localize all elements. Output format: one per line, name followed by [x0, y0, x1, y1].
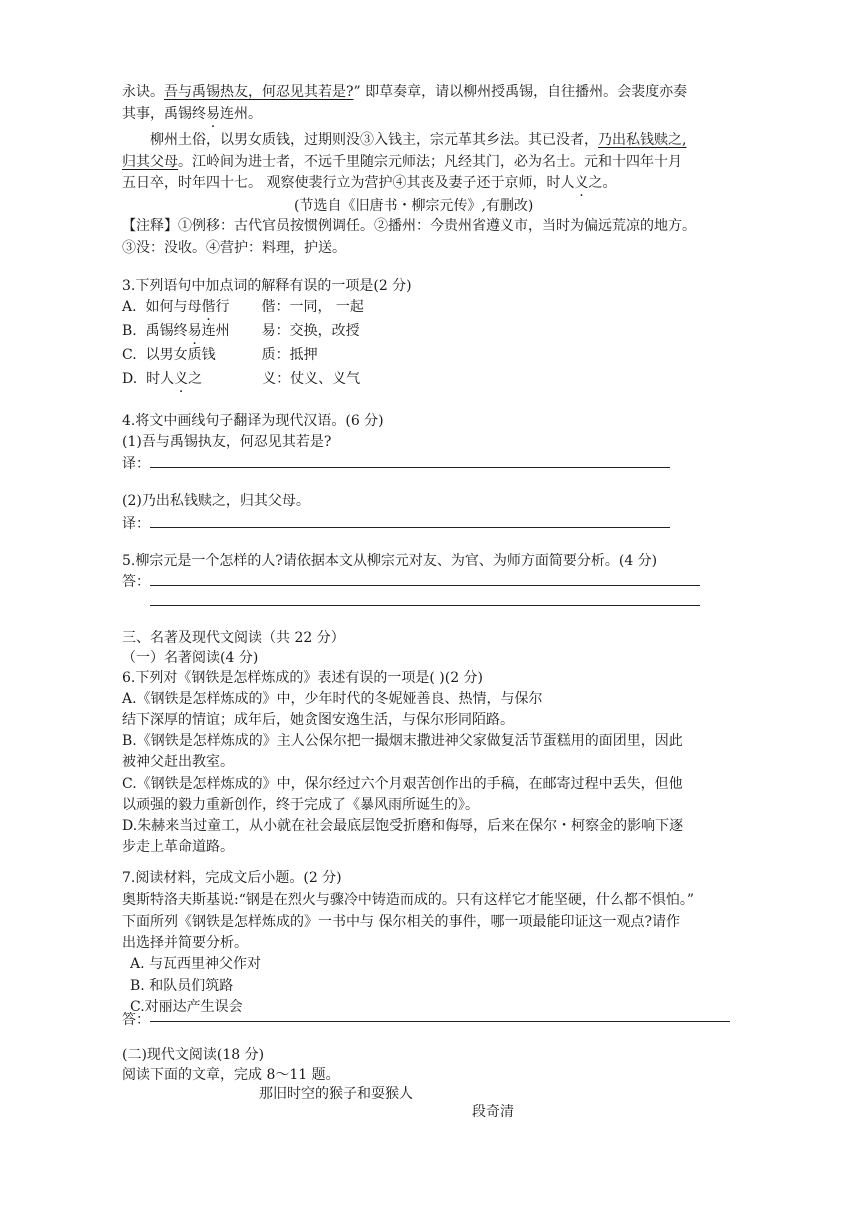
q6-option-c-cont: 以顽强的毅力重新创作，终于完成了《暴风雨所诞生的》。: [122, 797, 479, 813]
subsection-2-instructions: 阅读下面的文章，完成 8～11 题。: [122, 1067, 340, 1083]
dotted-word: 偕: [201, 299, 216, 315]
passage-text: 永诀。: [122, 84, 164, 100]
article-title: 那旧时空的猴子和耍猴人: [259, 1086, 413, 1102]
passage-text: 连州。: [220, 106, 262, 122]
q7-material: 下面所列《钢铁是怎样炼成的》一书中与 保尔相关的事件，哪一项最能印证这一观点?请作: [122, 914, 680, 930]
question-6-stem: 6.下列对《钢铁是怎样炼成的》表述有误的一项是( )(2 分): [122, 670, 484, 686]
q4-answer-line-2[interactable]: [150, 527, 670, 528]
q6-option-b: B.《钢铁是怎样炼成的》主人公保尔把一撮烟末撒进神父家做复活节蛋糕用的面团里，因此: [122, 733, 683, 749]
underlined-sentence-2-cont: 归其父母: [122, 154, 178, 170]
q6-option-a-cont: 结下深厚的情谊；成年后，她贪图安逸生活，与保尔形同陌路。: [122, 712, 514, 728]
q6-option-d: D.朱赫来当过童工，从小就在社会最底层饱受折磨和侮辱，后来在保尔・柯察金的影响下逐: [122, 818, 684, 834]
q7-option-c: C.对丽达产生误会: [130, 999, 243, 1015]
question-5-stem: 5.柳宗元是一个怎样的人?请依据本文从柳宗元对友、为官、为师方面简要分析。(4 分): [122, 553, 658, 569]
passage-line: [122, 173, 616, 193]
q4-answer-label-2: 译：: [122, 516, 150, 532]
passage-line: [150, 130, 686, 150]
q6-option-d-cont: 步走上革命道路。: [122, 839, 234, 855]
passage-text: 。江岭间为进士者，不远千里随宗元师法；凡经其门，必为名士。元和十四年十月: [178, 154, 682, 170]
passage-line: [122, 152, 682, 172]
subsection-1-title: （一）名著阅读(4 分): [122, 650, 259, 666]
underlined-sentence-1: 吾与禹锡热友，何忍见其若是?: [164, 84, 354, 100]
q6-option-c: C.《钢铁是怎样炼成的》中，保尔经过六个月艰苦创作出的手稿，在邮寄过程中丢失，但他: [122, 776, 683, 792]
question-3-stem: 3.下列语句中加点词的解释有误的一项是(2 分): [122, 278, 412, 294]
passage-source: (节选自《旧唐书・柳宗元传》,有删改): [294, 198, 534, 214]
q5-answer-label: 答：: [122, 574, 150, 590]
q7-material: 奥斯特洛夫斯基说:“钢是在烈火与骤冷中铸造而成的。只有这样它才能坚硬，什么都不惧怕。”: [122, 892, 695, 908]
q6-option-a: A.《钢铁是怎样炼成的》中，少年时代的冬妮娅善良、热情，与保尔: [122, 691, 543, 707]
notes-line: ③没：没收。④营护：料理，护送。: [122, 240, 346, 256]
q3-option-b: B. 禹锡终易连州 易：交换，改授: [122, 323, 360, 339]
q7-answer-line[interactable]: [150, 1021, 730, 1022]
marked-word: 质: [187, 347, 202, 363]
dotted-word: 易: [206, 106, 220, 122]
passage-text: ” 即草奏章，请以柳州授禹锡，自往播州。会裴度亦奏: [353, 84, 688, 100]
passage-line: [122, 104, 262, 124]
dotted-word: 易: [187, 323, 202, 339]
q5-answer-line-2[interactable]: [150, 605, 700, 606]
passage-text: 其事，禹锡终: [122, 106, 206, 122]
q4-answer-label-1: 译：: [122, 456, 150, 472]
q6-option-b-cont: 被神父赶出教室。: [122, 754, 234, 770]
q7-material: 出选择并简要分析。: [122, 935, 248, 951]
q7-answer-label: 答：: [122, 1012, 150, 1028]
passage-text: 之。: [588, 175, 617, 191]
passage-line: [122, 82, 687, 102]
question-7-stem: 7.阅读材料，完成文后小题。(2 分): [122, 870, 342, 886]
q3-option-a: A. 如何与母偕行 偕：一同， 一起: [122, 299, 364, 315]
q4-sentence-1: (1)吾与禹锡执友，何忍见其若是?: [122, 434, 332, 450]
passage-text: 五日卒，时年四十七。 观察使裴行立为营护④其丧及妻子还于京师，时人: [122, 175, 575, 191]
notes-line: 【注释】①例移：古代官员按惯例调任。②播州：今贵州省遵义市，当时为偏远荒凉的地方。: [122, 218, 696, 234]
dotted-word: 义: [174, 371, 189, 387]
passage-text: 柳州土俗，以男女质钱，过期则没③入钱主，宗元革其乡法。其已没者，: [150, 132, 598, 148]
underlined-sentence-2: 乃出私钱赎之,: [598, 132, 687, 148]
section-3-title: 三、名著及现代文阅读（共 22 分）: [122, 630, 345, 646]
article-author: 段奇清: [472, 1104, 514, 1120]
question-4-stem: 4.将文中画线句子翻译为现代汉语。(6 分): [122, 413, 384, 429]
q3-option-d: D. 时人义之 义：仗义、义气: [122, 371, 361, 387]
dotted-word: 义: [574, 175, 589, 191]
q3-option-c: C. 以男女质钱 质：抵押: [122, 347, 318, 363]
q7-option-a: A. 与瓦西里神父作对: [130, 956, 262, 972]
q4-answer-line-1[interactable]: [150, 467, 670, 468]
q5-answer-line-1[interactable]: [150, 585, 700, 586]
q4-sentence-2: (2)乃出私钱赎之，归其父母。: [122, 493, 310, 509]
q7-option-b: B. 和队员们筑路: [130, 978, 234, 994]
subsection-2-title: (二)现代文阅读(18 分): [122, 1047, 265, 1063]
